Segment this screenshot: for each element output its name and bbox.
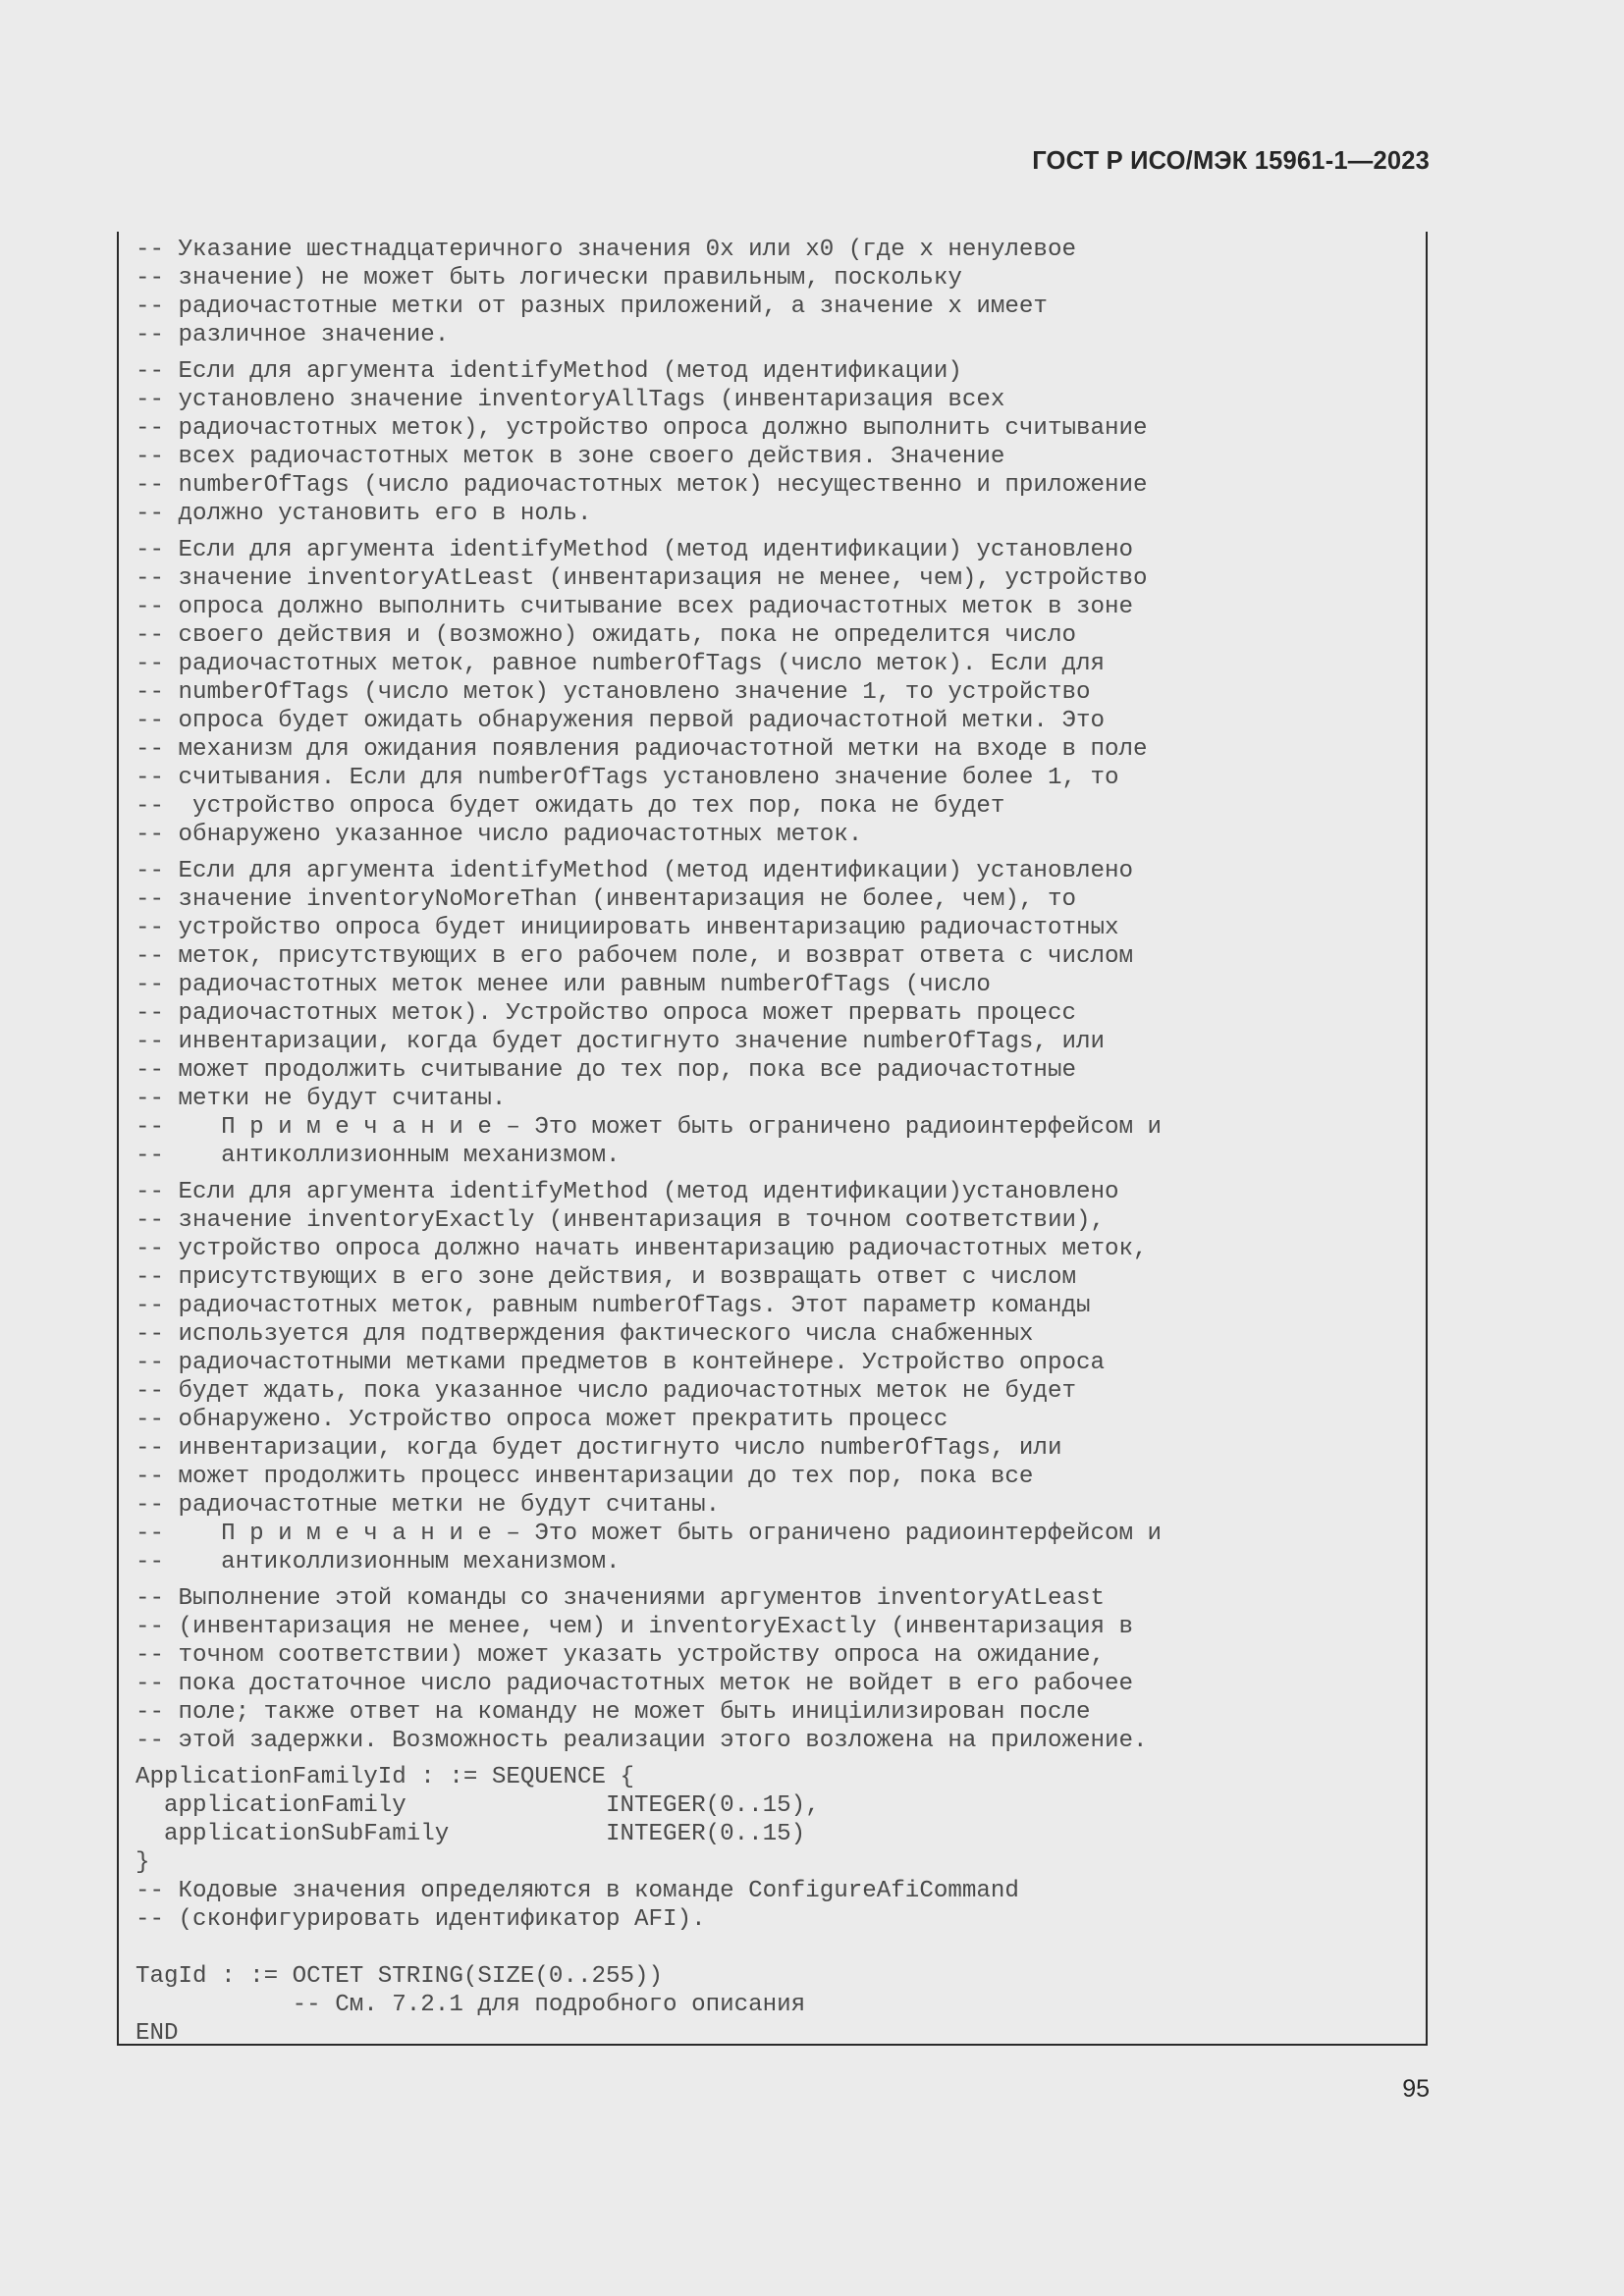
code-line: [135, 1934, 1412, 1962]
code-line: -- радиочастотные метки не будут считаны.: [135, 1492, 721, 1519]
code-line: -- радиочастотных меток, равное numberOfTags (число меток). Если для: [135, 651, 1106, 677]
code-line: -- (сконфигурировать идентификатор AFI).: [135, 1906, 706, 1933]
code-line: }: [135, 1849, 150, 1876]
code-line: -- должно установить его в ноль.: [135, 501, 592, 527]
code-line: -- механизм для ожидания появления радиочастотной метки на входе в поле: [135, 736, 1148, 763]
code-line: -- считывания. Если для numberOfTags установлено значение более 1, то: [135, 765, 1119, 791]
code-line: -- используется для подтверждения фактического числа снабженных: [135, 1321, 1034, 1348]
code-line: -- этой задержки. Возможность реализации этого возложена на приложение.: [135, 1728, 1148, 1754]
code-line: -- метки не будут считаны.: [135, 1086, 507, 1112]
code-block: [135, 857, 1412, 1170]
page-number: 95: [1402, 2075, 1430, 2103]
code-line: -- устройство опроса должно начать инвентаризацию радиочастотных меток,: [135, 1236, 1148, 1262]
code-line: -- радиочастотные метки от разных приложений, а значение x имеет: [135, 294, 1048, 320]
code-line: -- обнаружено указанное число радиочастотных меток.: [135, 822, 863, 848]
code-line: -- устройство опроса будет инициировать инвентаризацию радиочастотных: [135, 915, 1119, 941]
code-line: -- инвентаризации, когда будет достигнуто число numberOfTags, или: [135, 1435, 1062, 1462]
code-line: -- будет ждать, пока указанное число радиочастотных меток не будет: [135, 1378, 1076, 1405]
code-line: -- обнаружено. Устройство опроса может прекратить процесс: [135, 1407, 948, 1433]
code-block: [135, 1584, 1412, 1755]
code-line: -- значение) не может быть логически правильным, поскольку: [135, 265, 962, 292]
code-line: -- антиколлизионным механизмом.: [135, 1549, 621, 1575]
code-block: [135, 1178, 1412, 1576]
code-line: -- опроса будет ожидать обнаружения первой радиочастотной метки. Это: [135, 708, 1106, 734]
code-line: -- антиколлизионным механизмом.: [135, 1143, 621, 1169]
code-listing: [135, 236, 1412, 2056]
code-block: [135, 536, 1412, 849]
code-line: -- П р и м е ч а н и е – Это может быть ограничено радиоинтерфейсом и: [135, 1114, 1163, 1141]
code-line: -- Указание шестнадцатеричного значения 0x или x0 (где x ненулевое: [135, 237, 1076, 263]
code-line: -- numberOfTags (число радиочастотных меток) несущественно и приложение: [135, 472, 1148, 499]
code-block: [135, 1763, 1412, 2048]
code-line: applicationSubFamily INTEGER(0..15): [135, 1821, 806, 1847]
code-line: -- Кодовые значения определяются в команде ConfigureAfiCommand: [135, 1878, 1019, 1904]
code-line: -- значение inventoryNoMoreThan (инвентаризация не более, чем), то: [135, 886, 1076, 913]
code-line: -- numberOfTags (число меток) установлено значение 1, то устройство: [135, 679, 1091, 706]
code-line: -- Если для аргумента identifyMethod (метод идентификации) установлено: [135, 537, 1134, 563]
code-line: -- Выполнение этой команды со значениями аргументов inventoryAtLeast: [135, 1585, 1106, 1612]
code-line: -- Если для аргумента identifyMethod (метод идентификации): [135, 358, 962, 385]
code-block: [135, 357, 1412, 528]
code-line: -- Если для аргумента identifyMethod (метод идентификации)установлено: [135, 1179, 1119, 1205]
code-line: -- установлено значение inventoryAllTags (инвентаризация всех: [135, 387, 1005, 413]
code-line: -- поле; также ответ на команду не может быть иницiилизирован после: [135, 1699, 1091, 1726]
code-line: -- опроса должно выполнить считывание всех радиочастотных меток в зоне: [135, 594, 1134, 620]
code-line: END: [135, 2020, 179, 2047]
code-line: -- радиочастотными метками предметов в контейнере. Устройство опроса: [135, 1350, 1106, 1376]
code-line: -- значение inventoryExactly (инвентаризация в точном соответствии),: [135, 1207, 1106, 1234]
code-line: -- инвентаризации, когда будет достигнуто значение numberOfTags, или: [135, 1029, 1106, 1055]
code-line: -- (инвентаризация не менее, чем) и inventoryExactly (инвентаризация в: [135, 1614, 1134, 1640]
code-line: TagId : := OCTET STRING(SIZE(0..255)): [135, 1963, 664, 1990]
code-line: -- всех радиочастотных меток в зоне своего действия. Значение: [135, 444, 1005, 470]
code-line: -- своего действия и (возможно) ожидать, пока не определится число: [135, 622, 1076, 649]
code-line: -- радиочастотных меток менее или равным numberOfTags (число: [135, 972, 991, 998]
code-line: -- присутствующих в его зоне действия, и возвращать ответ с числом: [135, 1264, 1076, 1291]
code-line: -- может продолжить процесс инвентаризации до тех пор, пока все: [135, 1464, 1034, 1490]
code-line: -- точном соответствии) может указать устройству опроса на ожидание,: [135, 1642, 1106, 1669]
code-line: -- меток, присутствующих в его рабочем поле, и возврат ответа с числом: [135, 943, 1134, 970]
code-block: [135, 236, 1412, 349]
code-line: applicationFamily INTEGER(0..15),: [135, 1792, 820, 1819]
code-line: -- П р и м е ч а н и е – Это может быть ограничено радиоинтерфейсом и: [135, 1521, 1163, 1547]
code-line: -- может продолжить считывание до тех пор, пока все радиочастотные: [135, 1057, 1076, 1084]
code-line: ApplicationFamilyId : := SEQUENCE {: [135, 1764, 635, 1790]
code-line: -- различное значение.: [135, 322, 450, 348]
code-line: -- радиочастотных меток). Устройство опроса может прервать процесс: [135, 1000, 1076, 1027]
code-line: -- См. 7.2.1 для подробного описания: [135, 1992, 806, 2018]
code-line: -- пока достаточное число радиочастотных меток не войдет в его рабочее: [135, 1671, 1134, 1697]
code-line: -- радиочастотных меток), устройство опроса должно выполнить считывание: [135, 415, 1148, 442]
code-line: -- устройство опроса будет ожидать до тех пор, пока не будет: [135, 793, 1005, 820]
document-standard-header: ГОСТ Р ИСО/МЭК 15961-1—2023: [1032, 147, 1430, 175]
code-line: -- радиочастотных меток, равным numberOfTags. Этот параметр команды: [135, 1293, 1091, 1319]
code-line: -- значение inventoryAtLeast (инвентаризация не менее, чем), устройство: [135, 565, 1148, 592]
code-line: -- Если для аргумента identifyMethod (метод идентификации) установлено: [135, 858, 1134, 884]
